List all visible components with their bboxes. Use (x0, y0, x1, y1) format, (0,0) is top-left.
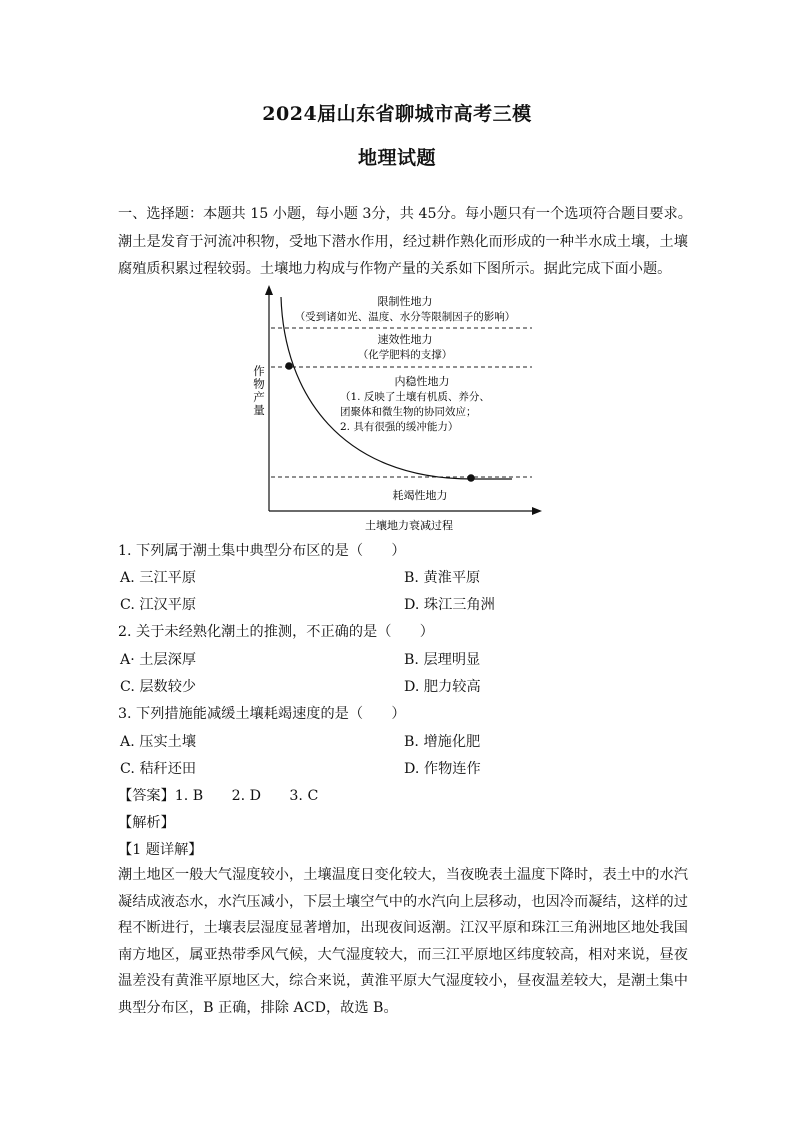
question-3-option-d: D. 作物连作 (404, 761, 481, 777)
question-2-option-d: D. 肥力较高 (404, 679, 481, 695)
curve-point-upper (285, 362, 293, 370)
zone-limiting-desc: （受到诸如光、温度、水分等限制因子的影响） (294, 311, 516, 323)
detail-paragraph: 潮土地区一般大气湿度较小，土壤温度日变化较大，当夜晚表土温度下降时，表土中的水汽凝结成液态水，水汽压减小，下层土壤空气中的水汽向上层移动，也因冷而凝结，这样的过程不断进行，土壤表层湿度显著增加，出现夜间返潮。江汉平原和珠江三角洲地区地处我国南方地区，属亚热带季风气候，大气湿度较大，而三江平原地区纬度较高，相对来说，昼夜温差没有黄淮平原地区大，综合来说，黄淮平原大气湿度较小，昼夜温差较大，是潮土集中典型分布区，B 正确，排除 ACD，故选 B。 (118, 867, 688, 1016)
analysis-label: 【解析】 (118, 815, 175, 831)
question-2-stem: 2. 关于未经熟化潮土的推测，不正确的是（ ） (118, 624, 434, 640)
zone-stable-line1: （1. 反映了土壤有机质、养分、 (340, 391, 490, 403)
y-label-char: 产 (253, 390, 265, 404)
y-label-char: 作 (253, 364, 265, 378)
question-3-option-a: A. 压实土壤 (120, 734, 197, 750)
question-2-option-b: B. 层理明显 (404, 652, 481, 668)
question-1-option-d: D. 珠江三角洲 (404, 597, 495, 613)
intro-paragraph: 潮土是发育于河流冲积物，受地下潜水作用，经过耕作熟化而形成的一种半水成土壤，土壤腐殖质积累过程较弱。土壤地力构成与作物产量的关系如下图所示。据此完成下面小题。 (118, 234, 688, 277)
question-2-option-c: C. 层数较少 (120, 679, 197, 695)
yield-curve (281, 297, 512, 479)
section-heading: 一、选择题：本题共 15 小题，每小题 3分，共 45分。每小题只有一个选项符合题目要求。 (118, 206, 692, 222)
question-3-option-b: B. 增施化肥 (404, 734, 481, 750)
x-axis-arrow (532, 507, 542, 515)
curve-point-lower (467, 474, 475, 482)
zone-stable-line2: 团聚体和微生物的协同效应； (340, 406, 477, 418)
y-axis-arrow (265, 285, 273, 295)
x-label: 土壤地力衰减过程 (365, 519, 453, 532)
page-title: 2024届山东省聊城市高考三模 (262, 103, 532, 125)
question-1-option-c: C. 江汉平原 (120, 597, 197, 613)
question-2-option-a: A· 土层深厚 (120, 652, 197, 668)
question-3-option-c: C. 秸秆还田 (120, 761, 197, 777)
zone-fast-title: 速效性地力 (377, 333, 433, 346)
question-1-option-b: B. 黄淮平原 (404, 570, 481, 586)
page-subtitle: 地理试题 (357, 147, 436, 169)
soil-fertility-figure (240, 283, 550, 535)
answer-line: 【答案】1. B 2. D 3. C (118, 788, 319, 804)
zone-exhausted-title: 耗竭性地力 (392, 489, 448, 502)
y-label-char: 量 (253, 403, 265, 417)
detail-label: 【1 题详解】 (118, 842, 203, 858)
zone-limiting-title: 限制性地力 (377, 295, 433, 308)
y-label-char: 物 (253, 377, 265, 391)
zone-stable-title: 内稳性地力 (394, 375, 450, 388)
question-3-stem: 3. 下列措施能减缓土壤耗竭速度的是（ ） (118, 706, 406, 722)
question-1-option-a: A. 三江平原 (120, 570, 197, 586)
question-1-stem: 1. 下列属于潮土集中典型分布区的是（ ） (118, 543, 406, 559)
zone-fast-desc: （化学肥料的支撑） (357, 349, 453, 361)
zone-stable-line3: 2. 具有很强的缓冲能力） (340, 421, 459, 433)
